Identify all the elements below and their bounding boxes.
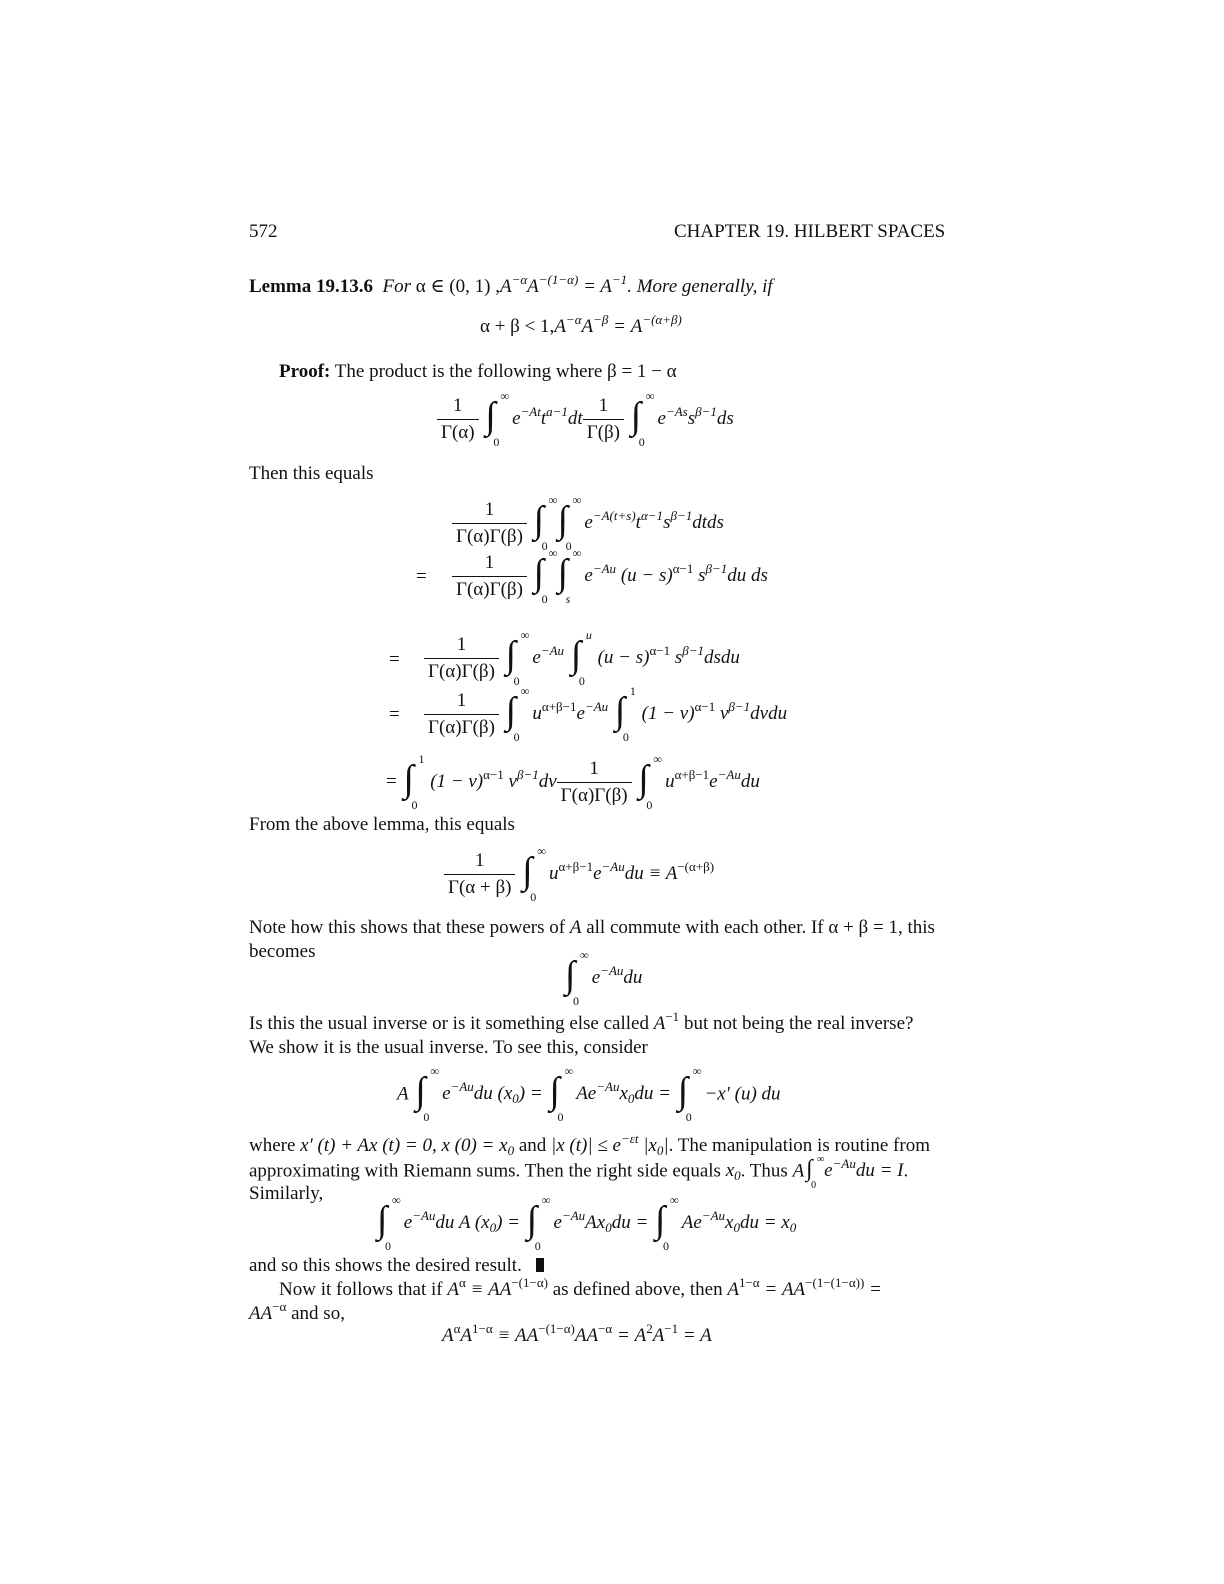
note-line-1: Note how this shows that these powers of A all commute with each other. If α + β = 1, this (249, 917, 935, 938)
where-line: where x′ (t) + Ax (t) = 0, x $(0) = x_0$ and |x $(t)| \le e^{-\varepsilon t}$ $|x_0|$. The manipulation is routine from (249, 1131, 930, 1158)
now-follows-line: Now it follows that if $A^\alpha \equiv AA^{-(1-\alpha)}$ as defined above, then $A^{1-\alpha} = AA^{-(1-(1-\alpha))}$ = (279, 1275, 882, 1300)
proof-line (279, 360, 677, 384)
similarly-formula: ∫ ∞ 0 $e^{-Au}du$ A $(x_0)$ = ∫ ∞ 0 $e^{-Au}Ax_0du$ = ∫ ∞ 0 $Ae^{-Au}x_0du = x_0$ (377, 1193, 797, 1253)
lemma-label: Lemma 19.13.6 (249, 276, 374, 297)
similarly-text: Similarly, (249, 1183, 324, 1204)
chain-line-3: $\frac{1}{\Gamma(\alpha)\Gamma(\beta)}$ ∫ ∞ 0 $e^{-Au}$ ∫ u 0 $(u - s)^{\alpha-1}$ $s^{\beta-1}dsdu$ (424, 632, 740, 685)
desired-result-line: and so this shows the desired result. (249, 1254, 544, 1278)
alpha-in-interval: α ∈ (0, 1) , (415, 276, 500, 297)
proof-label: Proof: (279, 361, 331, 382)
final-formula: $A^\alpha A^{1-\alpha} \equiv AA^{-(1-\alpha)}AA^{-\alpha} = A^2A^{-1} = A$ (442, 1321, 712, 1346)
from-lemma-text: From the above lemma, this equals (249, 814, 515, 835)
lemma-display-formula: $\alpha + \beta < 1,A^{-\alpha}A^{-\beta} = A^{-(\alpha+\beta)}$ (480, 312, 682, 337)
lemma-statement (249, 272, 773, 300)
then-equals-text: Then this equals (249, 463, 374, 484)
chain-line-4: $\frac{1}{\Gamma(\alpha)\Gamma(\beta)}$ ∫ ∞ 0 $u^{\alpha+\beta-1}e^{-Au}$ ∫ 1 0 $(1 - v)^{\alpha-1}$ $v^{\beta-1}dvdu$ (424, 688, 787, 741)
proof-text: The product is the following where (334, 361, 603, 382)
usual-inverse-line-2: We show it is the usual inverse. To see this, consider (249, 1037, 648, 1058)
inverse-integral: ∫ ∞ 0 $e^{-Au}du$ (565, 948, 643, 1008)
equals-sign-2: = (416, 566, 427, 587)
note-line-2: becomes (249, 941, 316, 962)
equals-sign-4: = (389, 704, 400, 725)
chain-line-2: $\frac{1}{\Gamma(\alpha)\Gamma(\beta)}$ ∫ ∞ 0 ∫ ∞ s $e^{-Au}$ $(u - s)^{\alpha-1}$ $s^{\beta-1}du$ ds (452, 550, 768, 603)
and-so-line: $AA^{-\alpha}$ and so, (249, 1299, 345, 1324)
chain-line-1: $\frac{1}{\Gamma(\alpha)\Gamma(\beta)}$ ∫ ∞ 0 ∫ ∞ 0 $e^{-A(t+s)}t^{\alpha-1}s^{\beta-1}dtds$ (452, 497, 724, 550)
product-formula: $\frac{1}{\Gamma(\alpha)}$ ∫ ∞ 0 $e^{-At}t^{a-1}dt$ $\frac{1}{\Gamma(\beta)}$ ∫ ∞ 0 $e^{-As}s^{\beta-1}ds$ (437, 393, 734, 446)
usual-inverse-line-1: Is this the usual inverse or is it something else called $A^{-1}$ but not being the real inverse? (249, 1009, 914, 1034)
equals-sign-3: = (389, 649, 400, 670)
result-formula: $\frac{1}{\Gamma(\alpha + \beta)}$ ∫ ∞ 0 $u^{\alpha+\beta-1}e^{-Au}du \equiv A^{-(\alpha+\beta)}$ (444, 848, 714, 901)
running-header: CHAPTER 19. HILBERT SPACES (674, 221, 946, 242)
lemma-more: . More generally, if (627, 276, 773, 297)
beta-definition: β = 1 − α (607, 361, 677, 382)
sum-equals-one: α + β = 1 (828, 917, 898, 938)
approx-line: approximating with Riemann sums. Then the right side equals $x_0$. Thus A ∫ ∞ 0 $e^{-Au}du = I$. (249, 1154, 909, 1191)
lemma-inline-formula: $A^{-\alpha}A^{-(1-\alpha)} = A^{-1}$ (499, 272, 628, 297)
qed-icon (536, 1258, 544, 1272)
lemma-for: For (382, 276, 412, 297)
page-number: 572 (249, 221, 278, 242)
verification-formula: A ∫ ∞ 0 $e^{-Au}du$ $(x_0)$ = ∫ ∞ 0 $Ae^{-Au}x_0du$ = ∫ ∞ 0 −x′ (u) du (397, 1064, 781, 1124)
sum-condition: α + β < 1, (480, 316, 555, 337)
chain-line-5: = ∫ 1 0 $(1 - v)^{\alpha-1}$ $v^{\beta-1}dv$ $\frac{1}{\Gamma(\alpha)\Gamma(\beta)}$ ∫ ∞ 0 $u^{\alpha+\beta-1}e^{-Au}du$ (386, 751, 760, 812)
